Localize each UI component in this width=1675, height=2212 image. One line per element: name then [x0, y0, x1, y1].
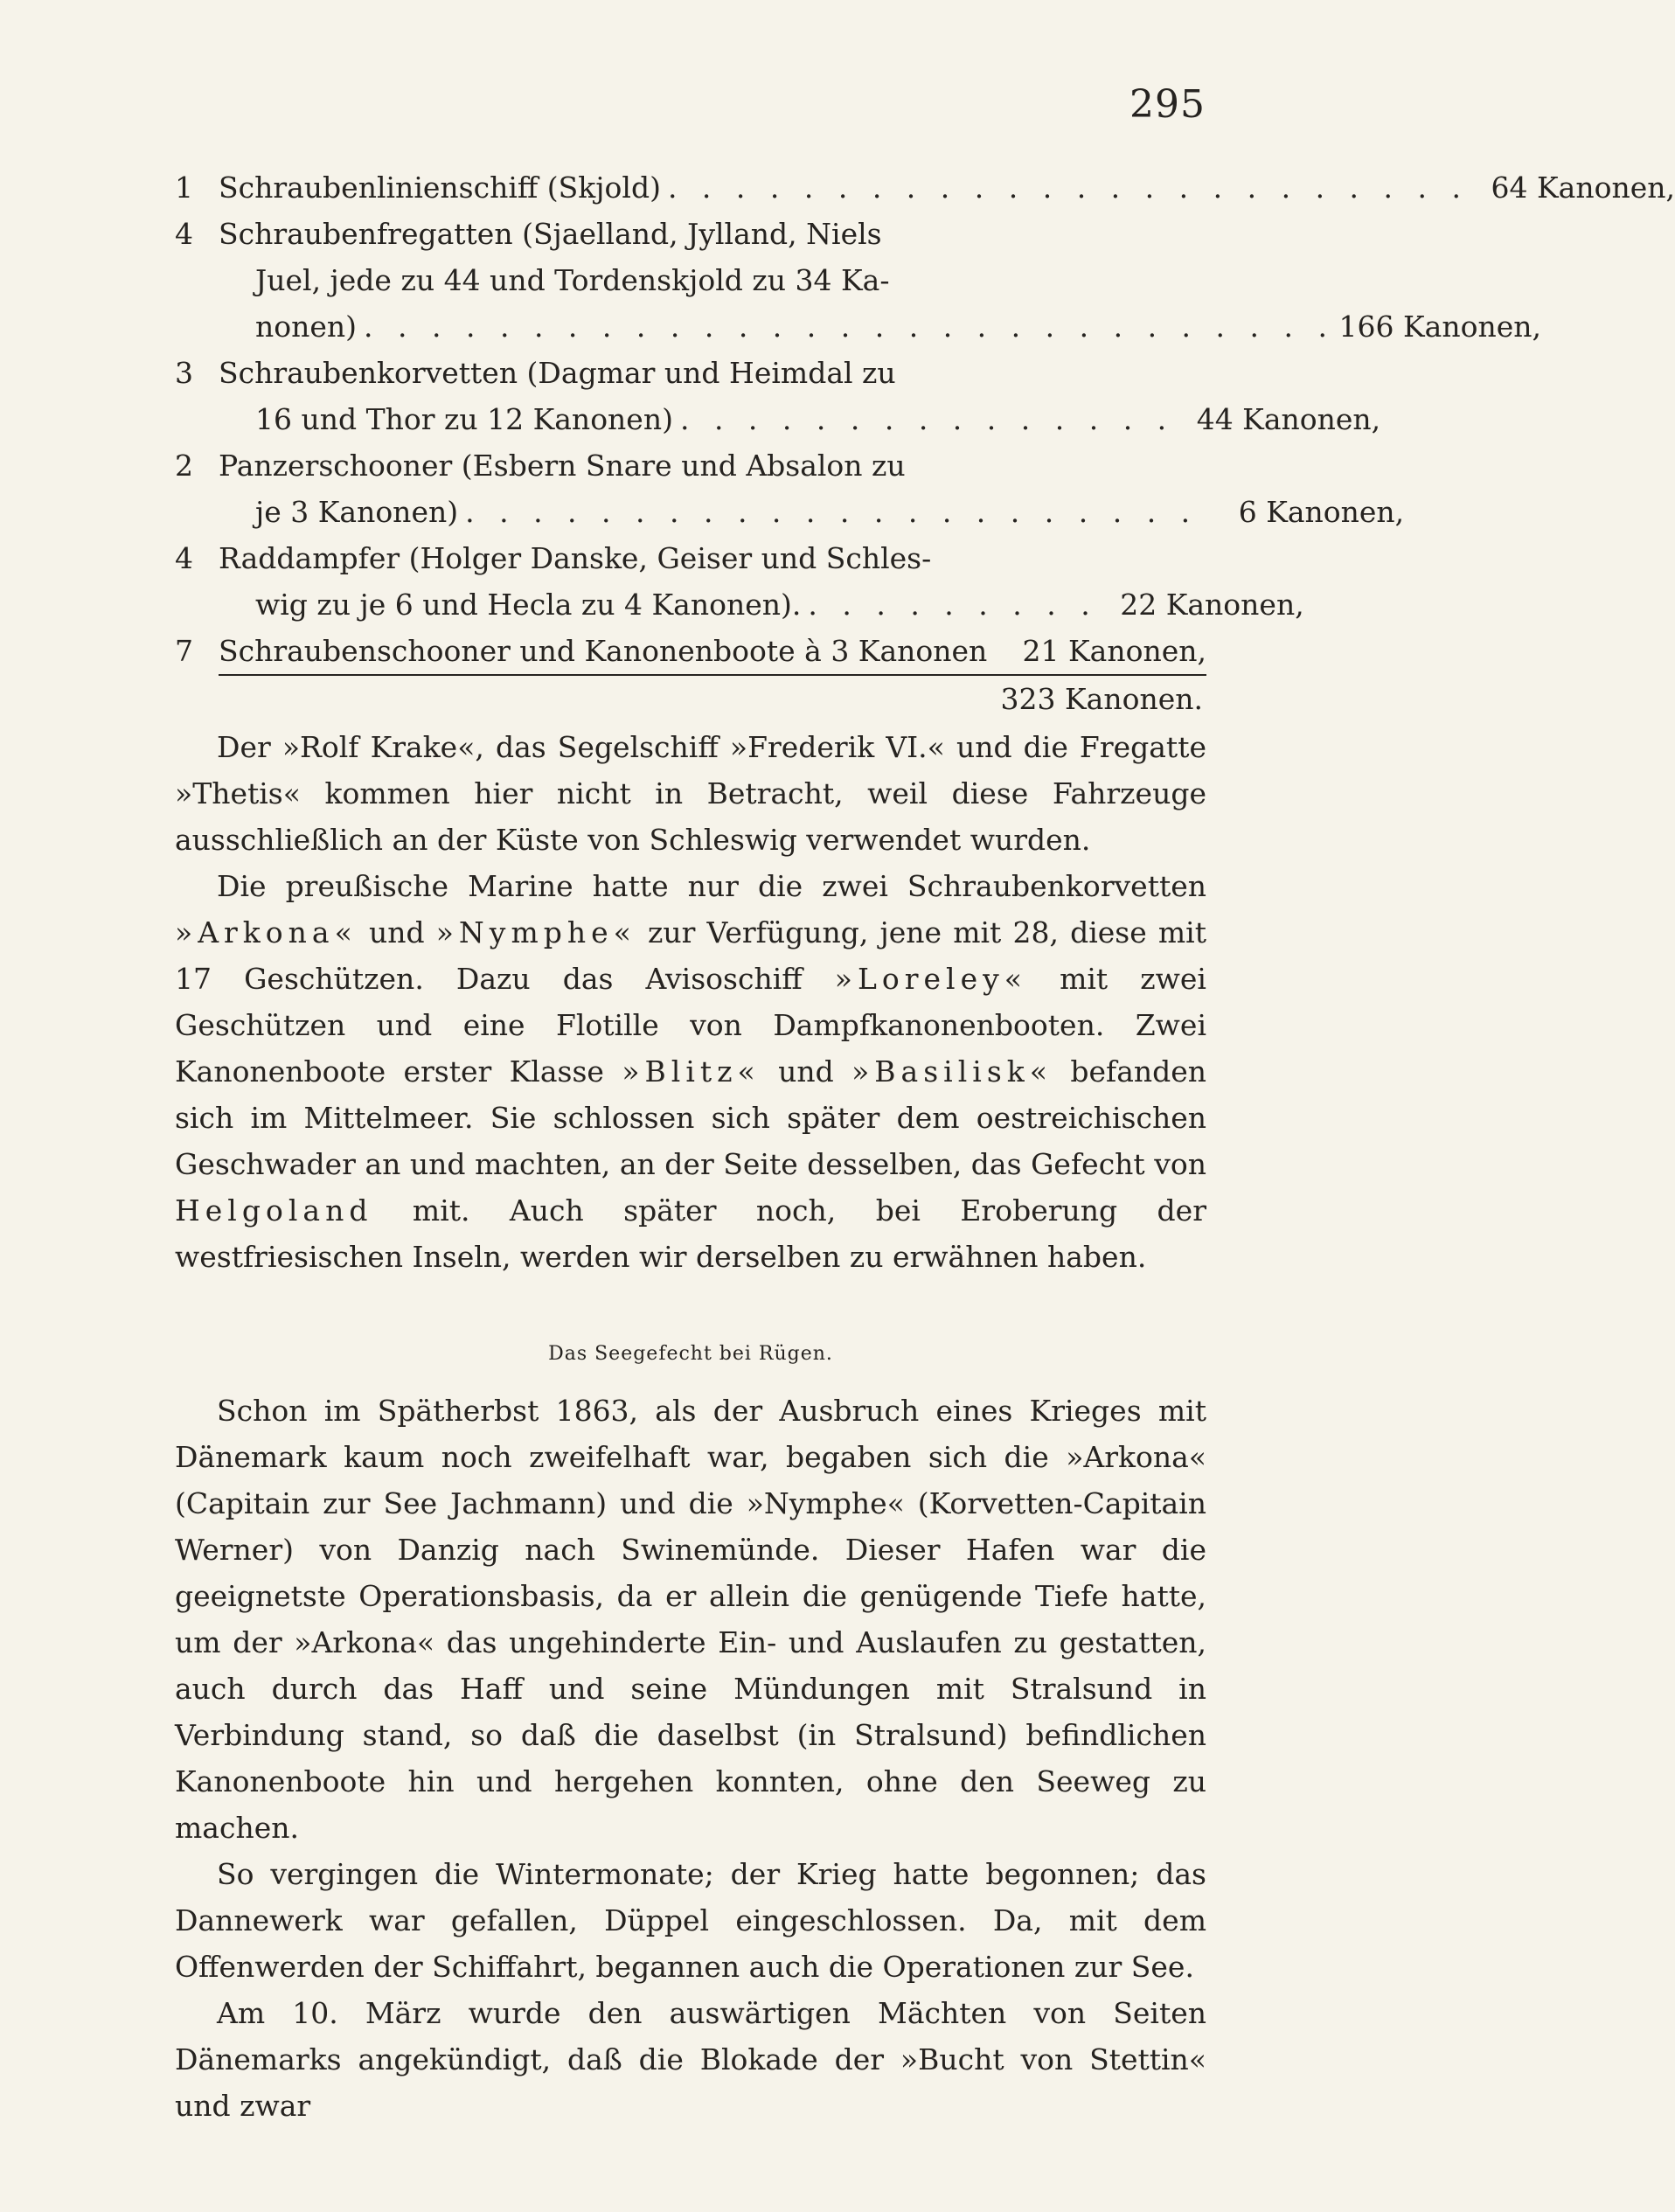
fleet-row — [175, 211, 1541, 350]
fleet-value: 64 Kanonen, — [1491, 170, 1675, 205]
fleet-list — [175, 164, 1675, 722]
fleet-line: 16 und Thor zu 12 Kanonen) — [255, 402, 673, 436]
fleet-row — [175, 628, 1206, 676]
fleet-description — [219, 628, 1000, 676]
paragraph: Die preußische Marine hatte nur die zwei Schraubenkorvetten »Arkona« und »Nymphe« zur Verfügung, jene mit 28, diese mit 17 Geschützen. Dazu das Avisoschiff »Loreley« mit zwei Geschützen und eine Flotille von Dampfkanonenbooten. Zwei Kanonenboote erster Klasse »Blitz« und »Basilisk« befanden sich im Mittelmeer. Sie schlossen sich später dem oestreichischen Geschwader an und machten, an der Seite desselben, das Gefecht von Helgoland mit. Auch später noch, bei Eroberung der westfriesischen Inseln, werden wir derselben zu erwähnen haben. — [175, 869, 1207, 1274]
fleet-total: 323 Kanonen. — [1000, 682, 1203, 716]
fleet-count: 7 — [175, 634, 193, 668]
ship-name: »Basilisk« — [851, 1054, 1053, 1089]
fleet-value: 6 Kanonen, — [1238, 495, 1405, 529]
section-title: Das Seegefecht bei Rügen. — [548, 1343, 833, 1365]
fleet-line: Raddampfer (Holger Danske, Geiser und Schles- — [219, 541, 932, 575]
fleet-description: Panzerschooner (Esbern Snare und Absalon zu je 3 Kanonen) . . . . . . . . . . . . . . . . . . . . . . — [219, 442, 1198, 535]
paragraph: Schon im Spätherbst 1863, als der Ausbruch eines Krieges mit Dänemark kaum noch zweifelhaft war, begaben sich die »Arkona« (Capitain zur See Jachmann) und die »Nymphe« (Korvetten-Capitain Werner) von Danzig nach Swinemünde. Dieser Hafen war die geeignetste Operationsbasis, da er allein die genügende Tiefe hatte, um der »Arkona« das ungehinderte Ein- und Auslaufen zu gestatten, auch durch das Haff und seine Mündungen mit Stralsund in Verbindung stand, so daß die daselbst (in Stralsund) befindlichen Kanonenboote hin und hergehen konnten, ohne den Seeweg zu machen. — [175, 1394, 1206, 1845]
paragraph: So vergingen die Wintermonate; der Krieg hatte begonnen; das Dannewerk war gefallen, Düppel eingeschlossen. Da, mit dem Offenwerden der Schiffahrt, begannen auch die Operationen zur See. — [175, 1857, 1206, 1984]
fleet-count: 2 — [175, 449, 193, 483]
fleet-value: 22 Kanonen, — [1120, 588, 1304, 622]
fleet-total-row — [175, 676, 1206, 722]
fleet-count: 4 — [175, 541, 193, 575]
place-name: Helgoland — [175, 1193, 373, 1228]
body-text — [175, 724, 1206, 2129]
fleet-count: 3 — [175, 356, 193, 390]
paragraph: Der »Rolf Krake«, das Segelschiff »Frederik VI.« und die Fregatte »Thetis« kommen hier nicht in Betracht, weil diese Fahrzeuge ausschließlich an der Küste von Schleswig verwendet wurden. — [175, 730, 1206, 857]
fleet-description: Raddampfer (Holger Danske, Geiser und Schles- wig zu je 6 und Hecla zu 4 Kanonen). . . . . . . . . . — [219, 535, 1098, 628]
fleet-line: Schraubenschooner und Kanonenboote à 3 Kanonen — [219, 634, 988, 668]
fleet-value: 166 Kanonen, — [1338, 310, 1541, 344]
ship-name: »Nymphe« — [435, 915, 636, 949]
fleet-line: Panzerschooner (Esbern Snare und Absalon zu — [219, 449, 906, 483]
page-number: 295 — [1129, 82, 1206, 127]
fleet-row — [175, 350, 1381, 442]
fleet-description: Schraubenlinienschiff (Skjold) . . . . . . . . . . . . . . . . . . . . . . . . — [219, 164, 1469, 211]
fleet-line: wig zu je 6 und Hecla zu 4 Kanonen). — [255, 588, 802, 622]
fleet-count: 1 — [175, 170, 193, 205]
fleet-row — [175, 442, 1405, 535]
fleet-count: 4 — [175, 217, 193, 251]
ship-name: »Blitz« — [622, 1054, 761, 1089]
fleet-value: 44 Kanonen, — [1196, 402, 1381, 436]
fleet-description: Schraubenkorvetten (Dagmar und Heimdal zu 16 und Thor zu 12 Kanonen) . . . . . . . . . . . . . . . — [219, 350, 1174, 442]
fleet-line: Schraubenlinienschiff (Skjold) — [219, 170, 661, 205]
fleet-line: Schraubenfregatten (Sjaelland, Jylland, Niels — [219, 217, 882, 251]
fleet-line: Juel, jede zu 44 und Tordenskjold zu 34 Ka- — [255, 263, 890, 297]
paragraph: Am 10. März wurde den auswärtigen Mächten von Seiten Dänemarks angekündigt, daß die Blokade der »Bucht von Stettin« und zwar — [175, 1996, 1206, 2123]
fleet-line: je 3 Kanonen) — [255, 495, 459, 529]
fleet-line: Schraubenkorvetten (Dagmar und Heimdal zu — [219, 356, 896, 390]
fleet-description: Schraubenfregatten (Sjaelland, Jylland, Niels Juel, jede zu 44 und Tordenskjold zu 34 Ka- nonen) . . . . . . . . . . . . . . . . . . . . . . . . . . . . . — [219, 211, 1335, 350]
ship-name: »Arkona« — [175, 915, 358, 949]
fleet-row — [175, 535, 1304, 628]
fleet-value: 21 Kanonen, — [1000, 628, 1206, 676]
fleet-row — [175, 164, 1675, 211]
fleet-line: nonen) — [255, 310, 358, 344]
ship-name: »Loreley« — [834, 962, 1027, 996]
